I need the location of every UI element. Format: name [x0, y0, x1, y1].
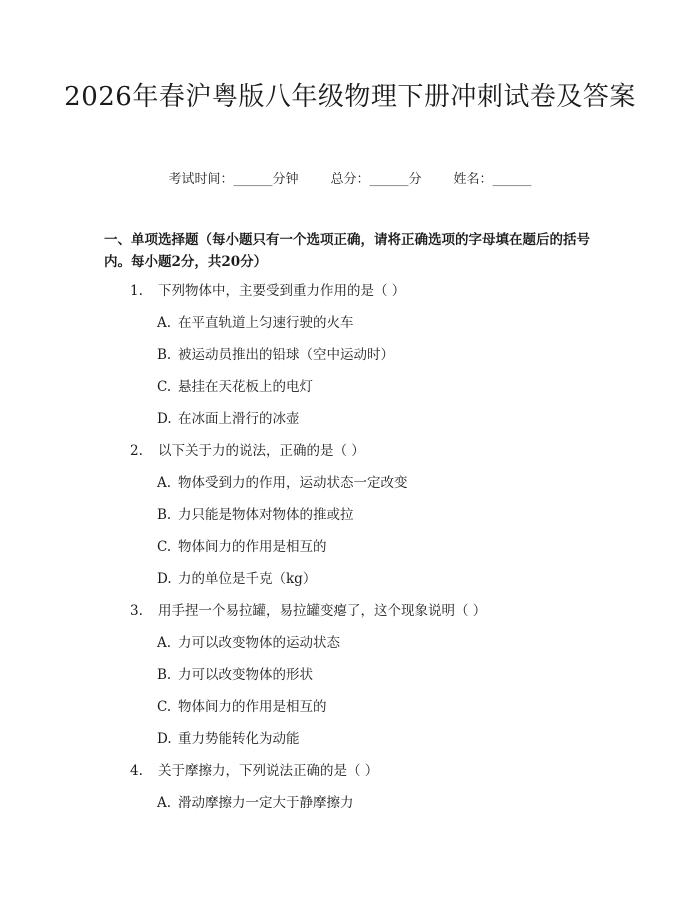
- option-row: [157, 377, 313, 397]
- option-row: [157, 313, 354, 333]
- option-row: [157, 793, 354, 813]
- option-row: [157, 697, 327, 717]
- option-letter: A.: [157, 315, 172, 331]
- option-row: [157, 569, 316, 589]
- option-text: 物体间力的作用是相互的: [178, 539, 327, 555]
- option-text: 滑动摩擦力一定大于静摩擦力: [178, 795, 354, 811]
- question-number: 4.: [130, 763, 143, 779]
- question-stem: [130, 441, 365, 461]
- option-text: 重力势能转化为动能: [178, 731, 300, 747]
- option-letter: B.: [157, 347, 172, 363]
- question-number: 2.: [130, 443, 143, 459]
- section-heading: 一、单项选择题（每小题只有一个选项正确，请将正确选项的字母填在题后的括号内。每小题2分，共20分）: [104, 232, 590, 270]
- option-text: 力可以改变物体的运动状态: [178, 635, 340, 651]
- total-score-field: 总分：______分: [330, 172, 422, 187]
- option-letter: A.: [157, 635, 172, 651]
- option-row: [157, 537, 327, 557]
- option-row: [157, 505, 354, 525]
- question-stem: [130, 601, 486, 621]
- option-text: 力只能是物体对物体的推或拉: [178, 507, 354, 523]
- question-text: 关于摩擦力，下列说法正确的是（ ）: [158, 763, 379, 779]
- question-text: 下列物体中，主要受到重力作用的是（ ）: [158, 283, 406, 299]
- option-row: [157, 345, 394, 365]
- option-letter: D.: [157, 571, 172, 587]
- option-text: 物体间力的作用是相互的: [178, 699, 327, 715]
- exam-meta: [0, 168, 700, 187]
- option-row: [157, 665, 313, 685]
- option-letter: B.: [157, 667, 172, 683]
- option-text: 力可以改变物体的形状: [178, 667, 313, 683]
- option-row: [157, 473, 408, 493]
- option-text: 物体受到力的作用，运动状态一定改变: [178, 475, 408, 491]
- option-row: [157, 633, 340, 653]
- option-text: 悬挂在天花板上的电灯: [178, 379, 313, 395]
- option-text: 被运动员推出的铅球（空中运动时）: [178, 347, 394, 363]
- student-name-field: 姓名：______: [453, 172, 532, 187]
- option-letter: A.: [157, 475, 172, 491]
- option-letter: C.: [157, 699, 172, 715]
- question-text: 以下关于力的说法，正确的是（ ）: [158, 443, 365, 459]
- question-number: 3.: [130, 603, 143, 619]
- question-text: 用手捏一个易拉罐，易拉罐变瘪了，这个现象说明（ ）: [158, 603, 487, 619]
- option-letter: A.: [157, 795, 172, 811]
- document-title: 2026年春沪粤版八年级物理下册冲刺试卷及答案: [64, 82, 636, 112]
- option-row: [157, 409, 300, 429]
- option-row: [157, 729, 300, 749]
- exam-time-field: 考试时间：______分钟: [168, 172, 299, 187]
- option-letter: B.: [157, 507, 172, 523]
- option-text: 在平直轨道上匀速行驶的火车: [178, 315, 354, 331]
- option-letter: D.: [157, 731, 172, 747]
- option-text: 力的单位是千克（kg）: [178, 571, 317, 587]
- option-letter: C.: [157, 379, 172, 395]
- option-letter: D.: [157, 411, 172, 427]
- option-letter: C.: [157, 539, 172, 555]
- option-text: 在冰面上滑行的冰壶: [178, 411, 300, 427]
- question-number: 1.: [130, 283, 143, 299]
- question-stem: [130, 281, 405, 301]
- question-stem: [130, 761, 378, 781]
